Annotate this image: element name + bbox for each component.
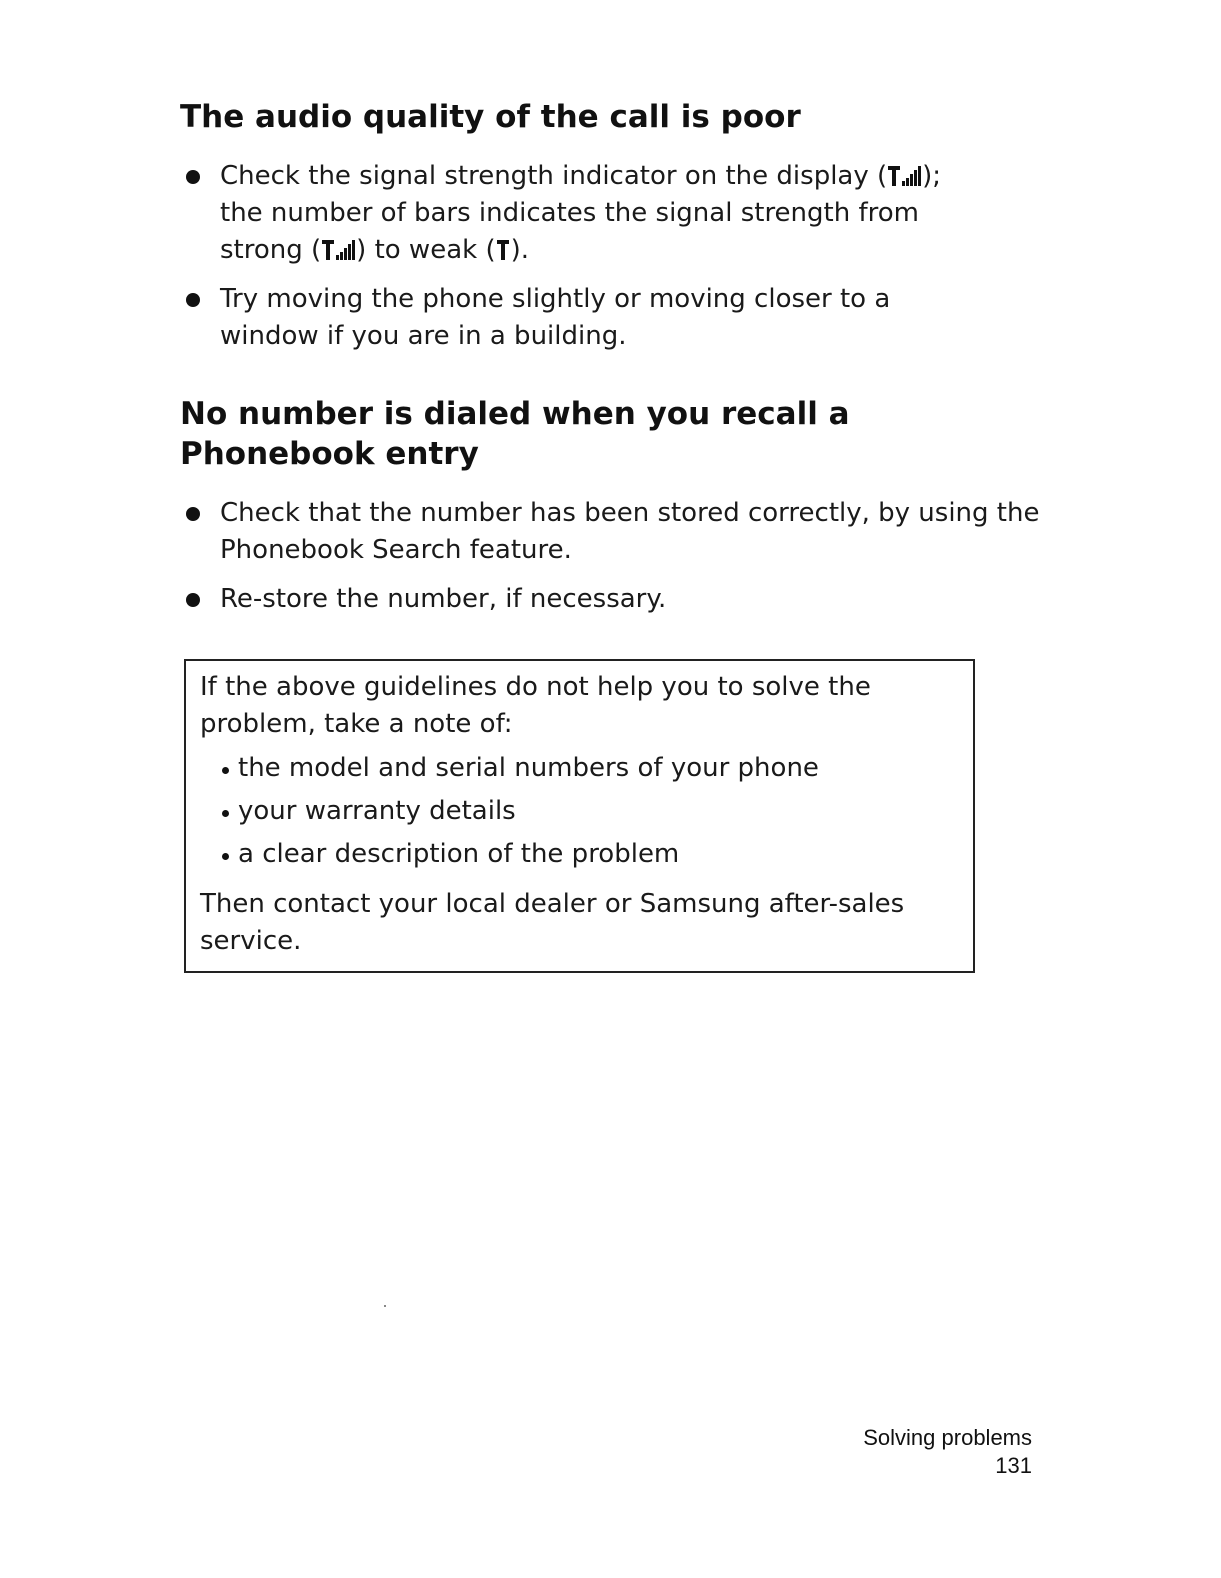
footer-section-name: Solving problems: [863, 1425, 1032, 1450]
section-heading: No number is dialed when you recall a Phonebook entry: [180, 396, 850, 472]
bullet-icon: [222, 853, 229, 860]
help-note-box: [184, 659, 975, 973]
list-item: Check that the number has been stored correctly, by using the Phonebook Search feature.: [180, 495, 1040, 569]
page-footer: [863, 1424, 1032, 1480]
bullet-list: [180, 158, 1040, 355]
scan-speck: [384, 1305, 386, 1307]
page-number: 131: [995, 1453, 1032, 1478]
note-intro: If the above guidelines do not help you to solve the problem, take a note of:: [200, 672, 871, 739]
list-item: your warranty details: [220, 790, 959, 833]
list-item: Try moving the phone slightly or moving closer to a window if you are in a building.: [180, 281, 1040, 355]
signal-weak-icon: [497, 238, 510, 260]
bullet-icon: [222, 810, 229, 817]
note-list: [200, 747, 959, 876]
list-item: Check the signal strength indicator on the display ( ); the number of bars indicates the signal strength from strong ( ) to weak ( ).: [180, 158, 1040, 269]
bullet-icon: [186, 507, 200, 521]
bullet-icon: [186, 170, 200, 184]
signal-strong-icon: [322, 238, 355, 260]
section-no-number-dialed: [180, 394, 1040, 618]
bullet-icon: [222, 767, 229, 774]
bullet-list: [180, 495, 1040, 618]
list-item: Re-store the number, if necessary.: [180, 581, 1040, 618]
list-item: the model and serial numbers of your phone: [220, 747, 959, 790]
note-outro: Then contact your local dealer or Samsung after-sales service.: [200, 889, 905, 956]
section-audio-quality: [180, 97, 1040, 355]
bullet-icon: [186, 293, 200, 307]
section-heading: The audio quality of the call is poor: [180, 99, 801, 135]
list-item: a clear description of the problem: [220, 833, 959, 876]
signal-strong-icon: [888, 164, 921, 186]
bullet-icon: [186, 593, 200, 607]
